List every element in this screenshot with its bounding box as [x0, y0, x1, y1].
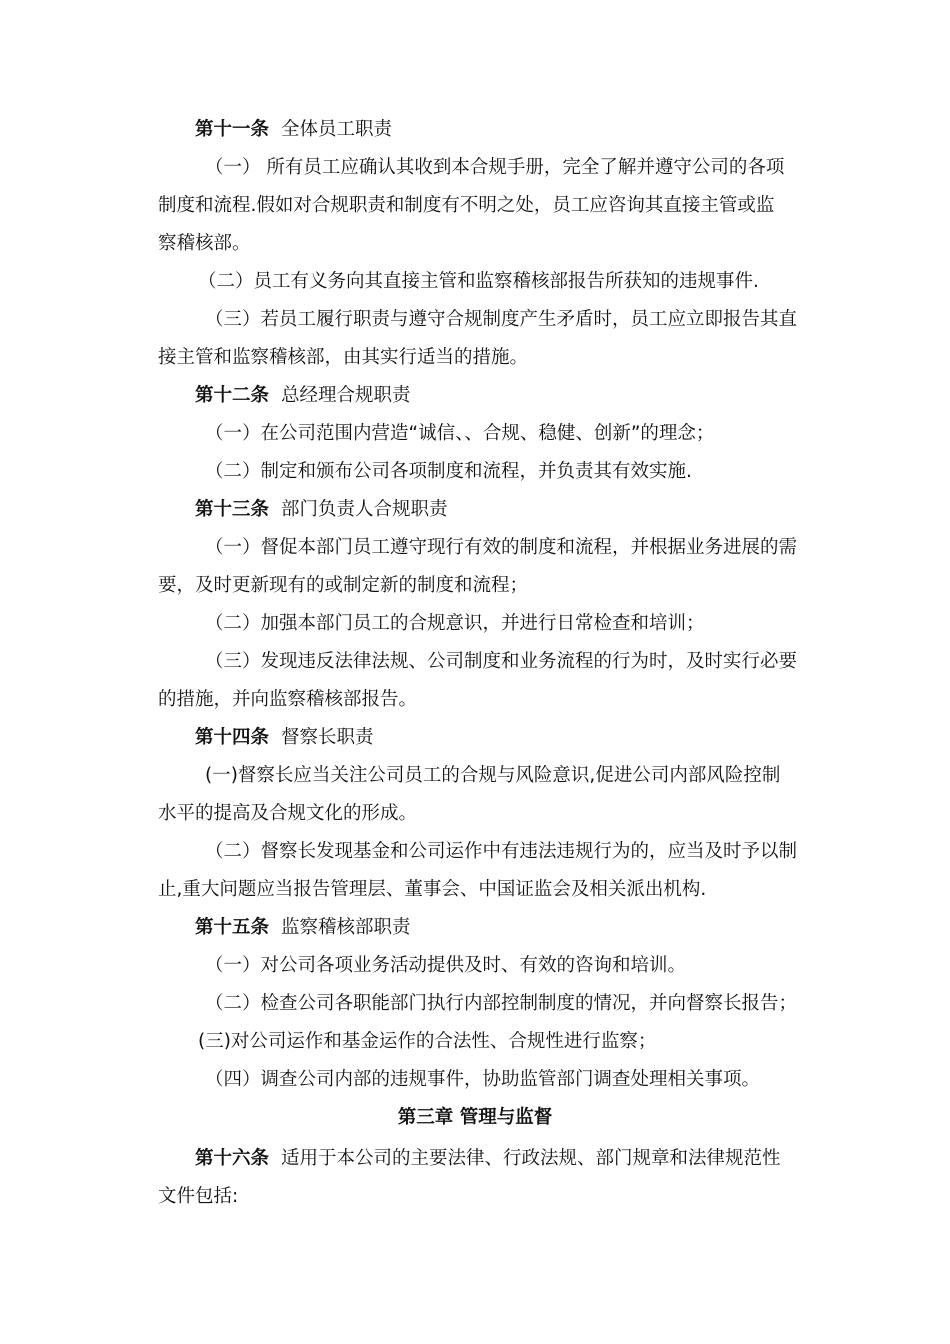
article-title: 监察稽核部职责: [281, 917, 411, 938]
article-11-heading: [195, 118, 855, 142]
article-13-heading: [195, 498, 855, 522]
article-number: 第十五条: [195, 917, 270, 938]
paragraph-line: 文件包括:: [158, 1186, 239, 1207]
article-14-heading: [195, 726, 855, 750]
paragraph-line: 止,重大问题应当报告管理层、董事会、中国证监会及相关派出机构.: [158, 879, 707, 900]
paragraph-line: (三)对公司运作和基金运作的合法性、合规性进行监察；: [198, 1031, 657, 1052]
article-title: 部门负责人合规职责: [281, 499, 448, 520]
paragraph-line: （四）调查公司内部的违规事件，协助监管部门调查处理相关事项。: [205, 1069, 761, 1090]
paragraph-line: 察稽核部。: [158, 233, 251, 254]
paragraph-line: （二）加强本部门员工的合规意识，并进行日常检查和培训；: [205, 613, 705, 634]
article-15-heading: [195, 916, 855, 940]
paragraph-line: （二）制定和颁布公司各项制度和流程，并负责其有效实施.: [205, 461, 692, 482]
paragraph-line: （三）发现违反法律法规、公司制度和业务流程的行为时，及时实行必要: [205, 651, 798, 672]
paragraph-line: （一）在公司范围内营造“诚信、、合规、稳健、创新”的理念；: [205, 423, 715, 444]
paragraph-line: （二）检查公司各职能部门执行内部控制制度的情况，并向督察长报告；: [205, 993, 798, 1014]
paragraph-line: （三）若员工履行职责与遵守合规制度产生矛盾时，员工应立即报告其直: [205, 309, 798, 330]
article-12-heading: [195, 384, 855, 408]
paragraph-line: （一）督促本部门员工遵守现行有效的制度和流程，并根据业务进展的需: [205, 537, 798, 558]
article-number: 第十一条: [195, 119, 270, 140]
paragraph-line: （二）督察长发现基金和公司运作中有违法违规行为的，应当及时予以制: [205, 841, 798, 862]
paragraph-line: (一)督察长应当关注公司员工的合规与风险意识,促进公司内部风险控制: [205, 765, 781, 786]
paragraph-line: 要，及时更新现有的或制定新的制度和流程；: [158, 575, 529, 596]
article-text: 适用于本公司的主要法律、行政法规、部门规章和法律规范性: [281, 1148, 781, 1169]
article-number: 第十四条: [195, 727, 270, 748]
article-title: 督察长职责: [281, 727, 374, 748]
article-number: 第十六条: [195, 1148, 270, 1169]
paragraph-line: 的措施，并向监察稽核部报告。: [158, 689, 418, 710]
paragraph-line: （一） 所有员工应确认其收到本合规手册，完全了解并遵守公司的各项: [205, 157, 785, 178]
chapter-heading: 第三章 管理与监督: [397, 1107, 553, 1128]
paragraph-line: 制度和流程.假如对合规职责和制度有不明之处，员工应咨询其直接主管或监: [158, 195, 775, 216]
paragraph-line: 接主管和监察稽核部，由其实行适当的措施。: [158, 347, 529, 368]
article-number: 第十三条: [195, 499, 270, 520]
article-title: 总经理合规职责: [281, 385, 411, 406]
article-16-heading: [195, 1147, 855, 1171]
article-title: 全体员工职责: [281, 119, 393, 140]
paragraph-line: 水平的提高及合规文化的形成。: [158, 803, 418, 824]
paragraph-line: （一）对公司各项业务活动提供及时、有效的咨询和培训。: [205, 955, 687, 976]
article-number: 第十二条: [195, 385, 270, 406]
paragraph-line: （二）员工有义务向其直接主管和监察稽核部报告所获知的违规事件.: [198, 271, 759, 292]
